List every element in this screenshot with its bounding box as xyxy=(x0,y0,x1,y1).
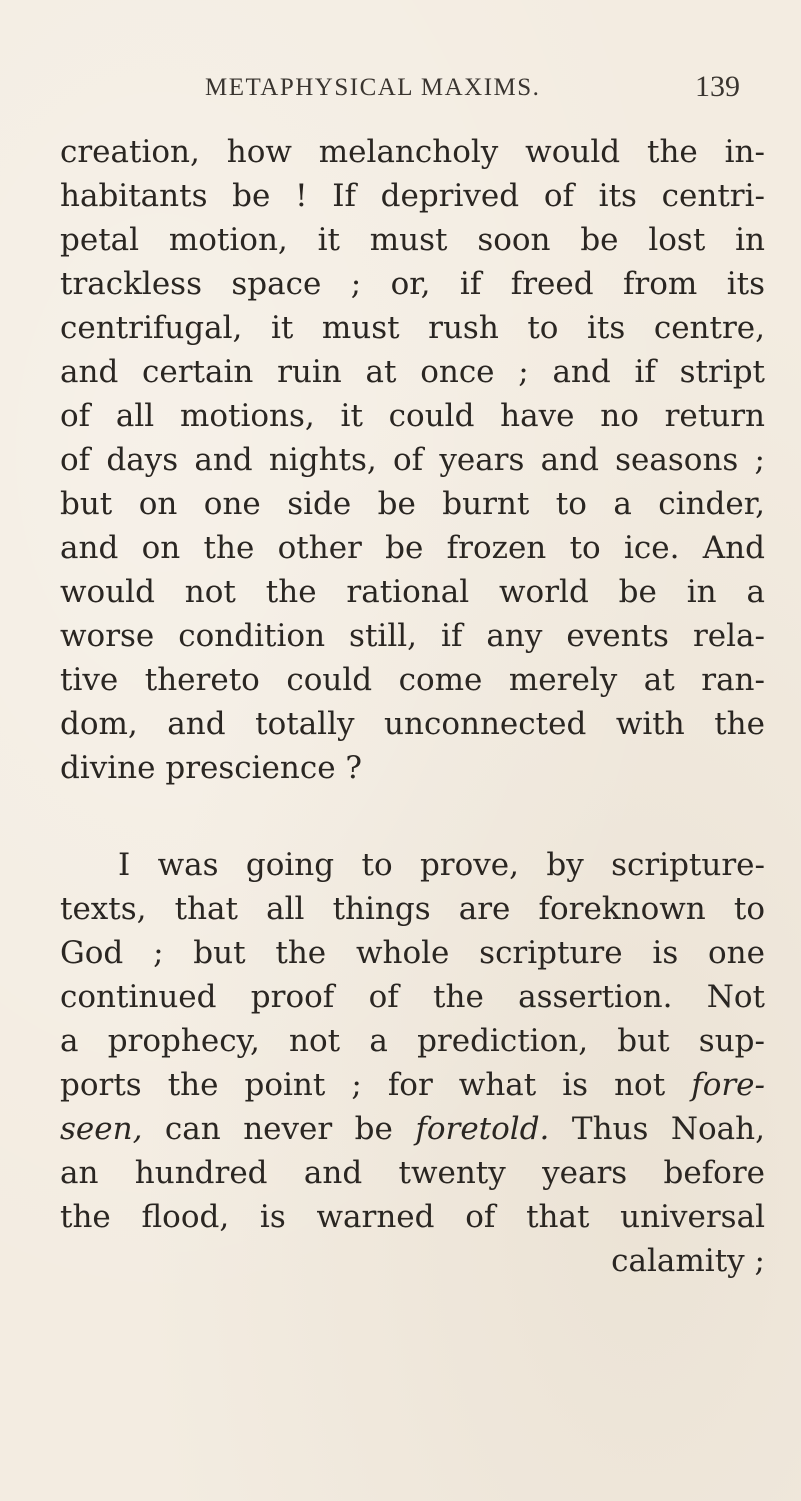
text-line xyxy=(60,1109,765,1149)
text-line: dom, and totally unconnected with the xyxy=(60,706,765,742)
text-line: the flood, is warned of that universal xyxy=(60,1199,765,1235)
text-line: continued proof of the assertion. Not xyxy=(60,979,765,1015)
text-line: and certain ruin at once ; and if stript xyxy=(60,354,765,390)
text-line: of all motions, it could have no return xyxy=(60,398,765,434)
text-line: tive thereto could come merely at ran- xyxy=(60,662,765,698)
text-line: creation, how melancholy would the in- xyxy=(60,134,765,170)
text-line: petal motion, it must soon be lost in xyxy=(60,222,765,258)
page-number: 139 xyxy=(695,70,740,103)
text-line: I was going to prove, by scripture- xyxy=(118,847,765,883)
text-line: but on one side be burnt to a cinder, xyxy=(60,486,765,522)
running-head: METAPHYSICAL MAXIMS. xyxy=(205,74,541,101)
text-line: centrifugal, it must rush to its centre, xyxy=(60,310,765,346)
text-run: can never be xyxy=(164,1111,393,1147)
text-line: texts, that all things are foreknown to xyxy=(60,891,765,927)
italic-word: fore- xyxy=(691,1067,765,1103)
italic-word: seen, xyxy=(60,1111,143,1147)
text-line: divine prescience ? xyxy=(60,750,363,786)
text-line: and on the other be frozen to ice. And xyxy=(60,530,765,566)
text-line: would not the rational world be in a xyxy=(60,574,765,610)
text-run: ports the point ; for what is not xyxy=(60,1067,666,1103)
text-run: Thus Noah, xyxy=(571,1111,765,1147)
text-line: a prophecy, not a prediction, but sup- xyxy=(60,1023,765,1059)
text-line: an hundred and twenty years before xyxy=(60,1155,765,1191)
italic-word: foretold. xyxy=(415,1111,550,1147)
text-line xyxy=(60,1065,765,1105)
text-line: trackless space ; or, if freed from its xyxy=(60,266,765,302)
text-line: habitants be ! If deprived of its centri- xyxy=(60,178,765,214)
text-line: calamity ; xyxy=(611,1243,765,1279)
text-line: God ; but the whole scripture is one xyxy=(60,935,765,971)
text-line: worse condition still, if any events rela- xyxy=(60,618,765,654)
text-line: of days and nights, of years and seasons ; xyxy=(60,442,765,478)
